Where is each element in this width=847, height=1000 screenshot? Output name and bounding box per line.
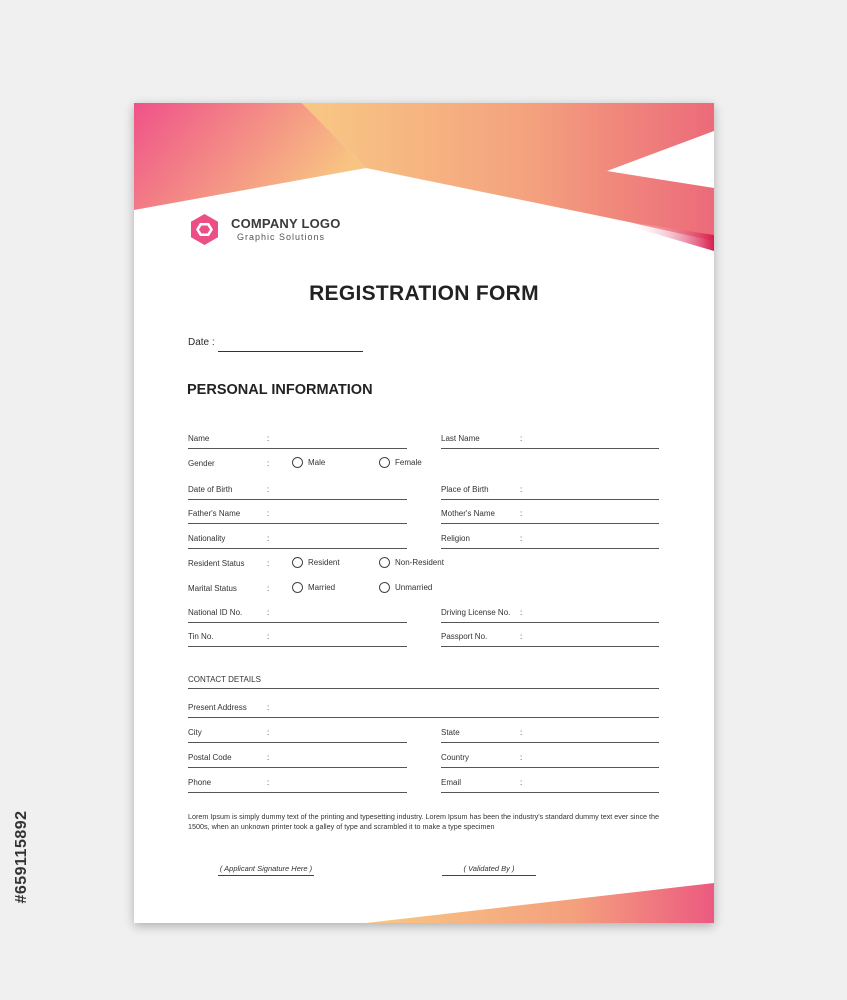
radio-circle-icon	[379, 457, 390, 468]
city-field[interactable]	[188, 728, 407, 743]
unmarried-radio[interactable]	[379, 582, 432, 593]
colon: :	[267, 703, 270, 712]
disclaimer-text: Lorem Ipsum is simply dummy text of the printing and typesetting industry. Lorem Ipsum has been the industry's standard dummy text ever since the 1500s, when an unknown printer took a galley of type and scrambled it to make a type specimen	[188, 812, 660, 831]
marital-status-field	[188, 584, 488, 598]
passport-no-label: Passport No.	[441, 632, 488, 641]
place-of-birth-field[interactable]	[441, 485, 659, 500]
personal-information-heading: PERSONAL INFORMATION	[187, 382, 373, 398]
company-logo-title: COMPANY LOGO	[231, 216, 341, 231]
city-label: City	[188, 728, 202, 737]
header-decoration	[134, 103, 714, 273]
postal-code-label: Postal Code	[188, 753, 232, 762]
tin-no-field[interactable]	[188, 632, 407, 647]
date-of-birth-field[interactable]	[188, 485, 407, 500]
colon: :	[520, 485, 523, 494]
driving-license-label: Driving License No.	[441, 608, 511, 617]
resident-label: Resident	[308, 558, 340, 567]
radio-circle-icon	[379, 557, 390, 568]
colon: :	[520, 509, 523, 518]
state-label: State	[441, 728, 460, 737]
colon: :	[267, 509, 270, 518]
unmarried-label: Unmarried	[395, 583, 433, 592]
mothers-name-label: Mother's Name	[441, 509, 495, 518]
religion-label: Religion	[441, 534, 470, 543]
radio-circle-icon	[379, 582, 390, 593]
colon: :	[267, 753, 270, 762]
colon: :	[520, 632, 523, 641]
national-id-field[interactable]	[188, 608, 407, 623]
colon: :	[520, 778, 523, 787]
date-field[interactable]	[188, 337, 215, 348]
stock-id-text: #659115892	[13, 810, 30, 904]
email-field[interactable]	[441, 778, 659, 793]
colon: :	[267, 632, 270, 641]
colon: :	[267, 728, 270, 737]
radio-circle-icon	[292, 582, 303, 593]
driving-license-field[interactable]	[441, 608, 659, 623]
state-field[interactable]	[441, 728, 659, 743]
national-id-label: National ID No.	[188, 608, 243, 617]
date-of-birth-label: Date of Birth	[188, 485, 233, 494]
hexagon-logo-icon	[188, 213, 221, 246]
colon: :	[267, 778, 270, 787]
name-field[interactable]	[188, 434, 407, 449]
fathers-name-field[interactable]	[188, 509, 407, 524]
place-of-birth-label: Place of Birth	[441, 485, 489, 494]
colon: :	[267, 534, 270, 543]
resident-radio[interactable]	[292, 557, 340, 568]
marital-status-label: Marital Status	[188, 584, 237, 593]
tin-no-label: Tin No.	[188, 632, 214, 641]
resident-status-field	[188, 559, 488, 573]
present-address-field[interactable]	[188, 703, 659, 718]
colon: :	[267, 584, 270, 593]
colon: :	[520, 534, 523, 543]
gender-male-label: Male	[308, 458, 326, 467]
gender-male-radio[interactable]	[292, 457, 325, 468]
religion-field[interactable]	[441, 534, 659, 549]
gender-female-radio[interactable]	[379, 457, 422, 468]
colon: :	[520, 728, 523, 737]
phone-label: Phone	[188, 778, 212, 787]
married-radio[interactable]	[292, 582, 335, 593]
radio-circle-icon	[292, 557, 303, 568]
present-address-label: Present Address	[188, 703, 247, 712]
colon: :	[267, 485, 270, 494]
form-title: REGISTRATION FORM	[309, 282, 539, 305]
colon: :	[267, 559, 270, 568]
colon: :	[267, 459, 270, 468]
validated-by-line[interactable]: ( Validated By )	[442, 864, 536, 876]
name-label: Name	[188, 434, 210, 443]
radio-circle-icon	[292, 457, 303, 468]
married-label: Married	[308, 583, 336, 592]
contact-details-heading: CONTACT DETAILS	[188, 675, 659, 689]
country-label: Country	[441, 753, 470, 762]
non-resident-radio[interactable]	[379, 557, 444, 568]
colon: :	[520, 434, 523, 443]
last-name-field[interactable]	[441, 434, 659, 449]
passport-no-field[interactable]	[441, 632, 659, 647]
non-resident-label: Non-Resident	[395, 558, 444, 567]
company-logo-subtitle: Graphic Solutions	[237, 232, 326, 242]
nationality-field[interactable]	[188, 534, 407, 549]
registration-form-page	[134, 103, 714, 923]
colon: :	[520, 608, 523, 617]
fathers-name-label: Father's Name	[188, 509, 241, 518]
postal-code-field[interactable]	[188, 753, 407, 768]
date-label: Date :	[188, 337, 215, 348]
gender-female-label: Female	[395, 458, 422, 467]
footer-decoration	[134, 879, 714, 923]
country-field[interactable]	[441, 753, 659, 768]
gender-label: Gender	[188, 459, 215, 468]
last-name-label: Last Name	[441, 434, 480, 443]
stock-id-label	[2, 752, 42, 962]
email-label: Email	[441, 778, 462, 787]
colon: :	[520, 753, 523, 762]
colon: :	[267, 434, 270, 443]
phone-field[interactable]	[188, 778, 407, 793]
gender-field	[188, 459, 488, 473]
colon: :	[267, 608, 270, 617]
date-underline	[218, 351, 363, 352]
nationality-label: Nationality	[188, 534, 226, 543]
applicant-signature-line[interactable]: ( Applicant Signature Here )	[218, 864, 314, 876]
resident-status-label: Resident Status	[188, 559, 245, 568]
mothers-name-field[interactable]	[441, 509, 659, 524]
